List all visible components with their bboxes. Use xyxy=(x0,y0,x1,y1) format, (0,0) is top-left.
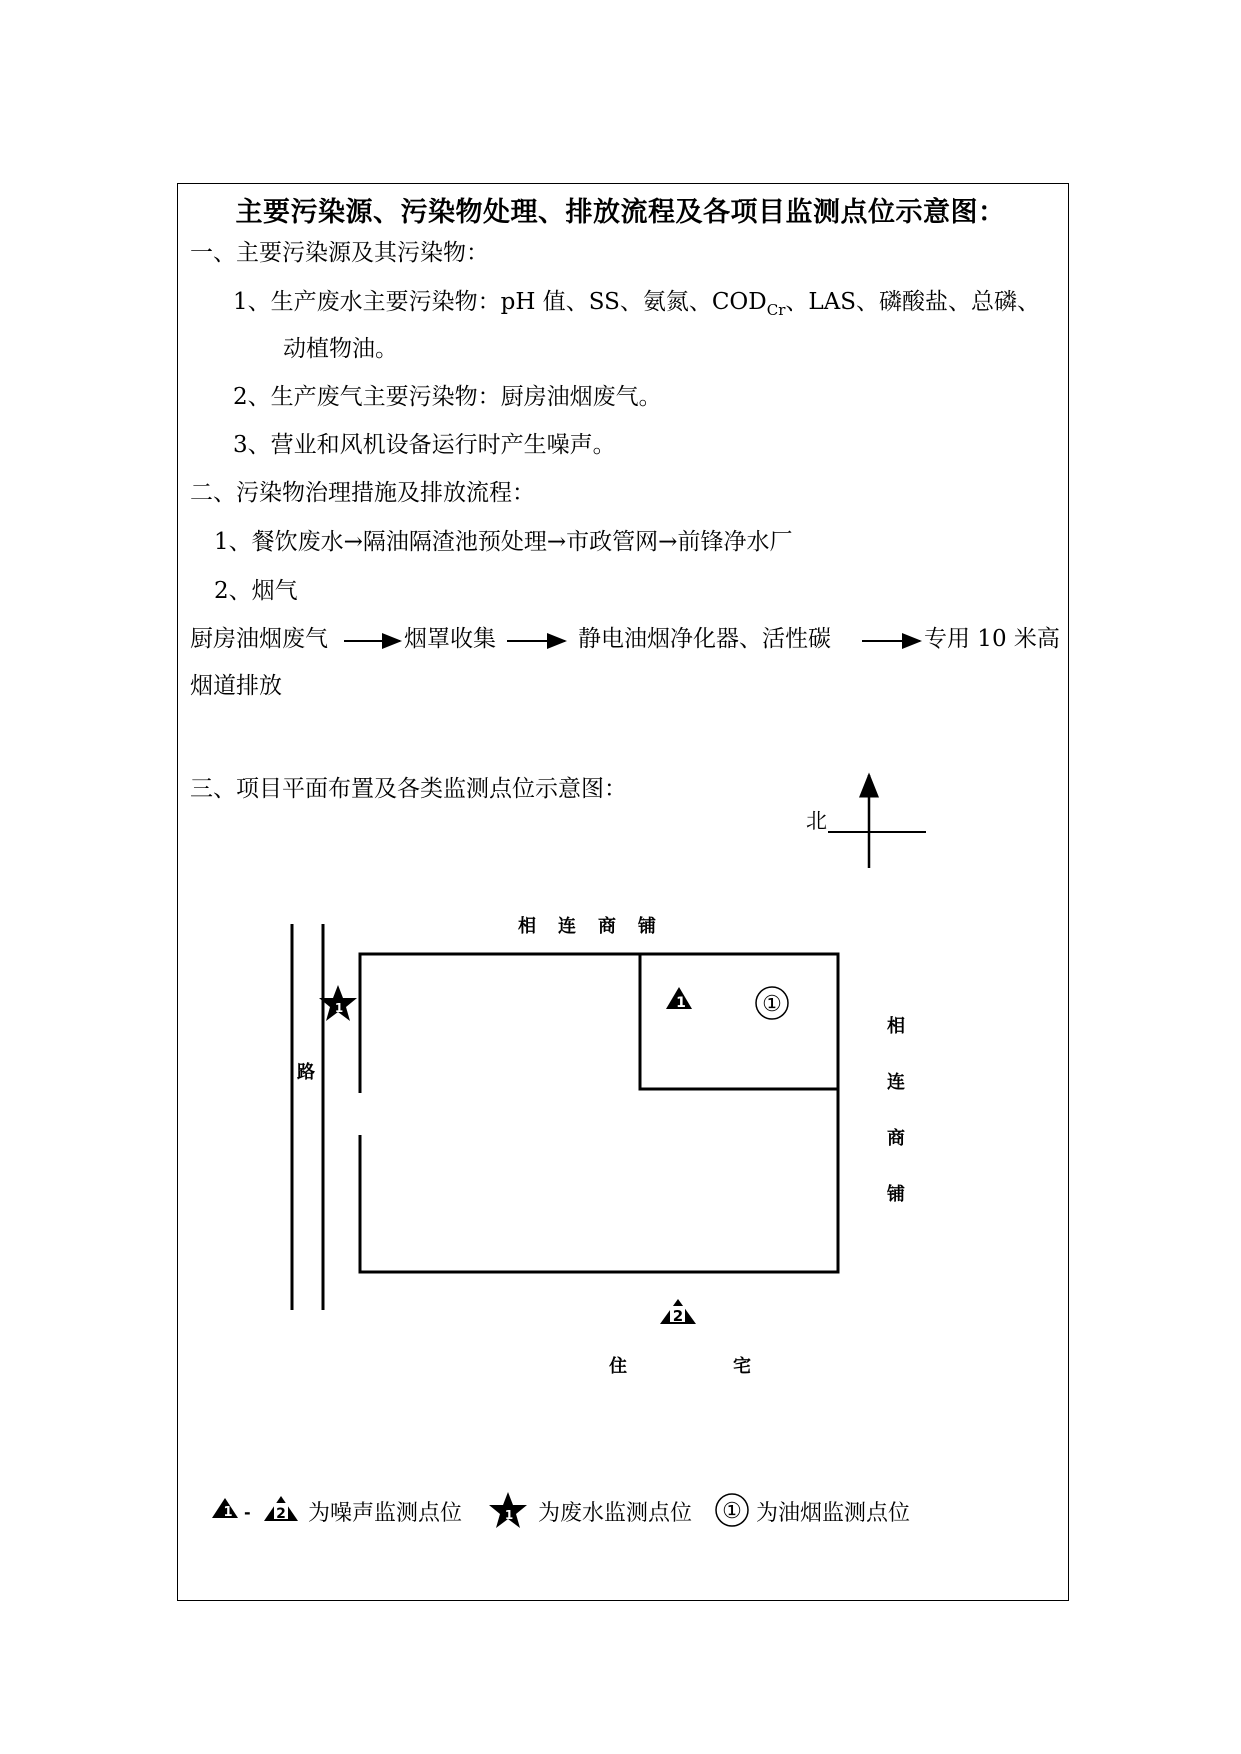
noise-point-1-number: 1 xyxy=(676,995,686,1011)
section1-item1-prefix: 1、生产废水主要污染物：pH 值、SS、氨氮、COD xyxy=(233,289,767,315)
legend-dash: - xyxy=(244,1503,251,1522)
legend-noise-2-number: 2 xyxy=(276,1506,286,1522)
legend-noise-1-number: 1 xyxy=(223,1505,233,1520)
page-title: 主要污染源、污染物处理、排放流程及各项目监测点位示意图： xyxy=(235,197,1006,228)
section2-item2: 2、烟气 xyxy=(214,578,298,604)
flow-step-1: 厨房油烟废气 xyxy=(190,626,328,652)
legend-wastewater-text: 为废水监测点位 xyxy=(538,1501,693,1526)
section1-heading: 一、主要污染源及其污染物： xyxy=(190,240,489,266)
wastewater-point-number: 1 xyxy=(334,1001,344,1015)
wastewater-point-icon xyxy=(319,985,357,1021)
legend-noise-1-icon xyxy=(212,1498,238,1520)
cod-subscript: Cr xyxy=(766,301,786,319)
noise-point-2-number: 2 xyxy=(672,1307,684,1325)
compass-north-label: 北 xyxy=(806,809,827,833)
map-right-label-3: 商 xyxy=(887,1128,905,1149)
section2-heading: 二、污染物治理措施及排放流程： xyxy=(190,480,535,506)
map-right-label-2: 连 xyxy=(887,1072,905,1093)
noise-point-2-icon xyxy=(660,1299,696,1325)
legend-noise-text: 为噪声监测点位 xyxy=(308,1501,463,1526)
map-right-label-1: 相 xyxy=(887,1016,905,1037)
section1-item2: 2、生产废气主要污染物：厨房油烟废气。 xyxy=(233,384,662,410)
map-top-label: 相 连 商 铺 xyxy=(518,916,658,937)
map-bottom-label-left: 住 xyxy=(609,1356,627,1377)
section1-item3: 3、营业和风机设备运行时产生噪声。 xyxy=(233,432,616,458)
flow-step-4: 专用 10 米高 xyxy=(924,626,1060,652)
legend-fume-text: 为油烟监测点位 xyxy=(756,1501,911,1526)
section2-item1: 1、餐饮废水→隔油隔渣池预处理→市政管网→前锋净水厂 xyxy=(214,529,793,555)
noise-point-1-icon xyxy=(666,987,692,1011)
fume-point-symbol: ① xyxy=(762,992,782,1017)
map-right-label-4: 铺 xyxy=(887,1184,905,1205)
legend-noise-2-icon xyxy=(264,1496,298,1522)
map-bottom-label-right: 宅 xyxy=(733,1356,751,1377)
flow-step-2: 烟罩收集 xyxy=(404,626,496,652)
section3-heading: 三、项目平面布置及各类监测点位示意图： xyxy=(190,776,627,802)
map-road-label: 路 xyxy=(297,1062,315,1083)
section1-item1-cont: 动植物油。 xyxy=(283,336,398,362)
legend-wastewater-number: 1 xyxy=(504,1508,514,1522)
kitchen-room xyxy=(640,954,838,1089)
section1-item1-suffix: 、LAS、磷酸盐、总磷、 xyxy=(785,289,1041,315)
legend-fume-symbol: ① xyxy=(722,1499,742,1524)
flow-step-3: 静电油烟净化器、活性碳 xyxy=(578,626,831,652)
legend-wastewater-icon xyxy=(489,1492,527,1528)
flow-cont: 烟道排放 xyxy=(190,673,282,699)
